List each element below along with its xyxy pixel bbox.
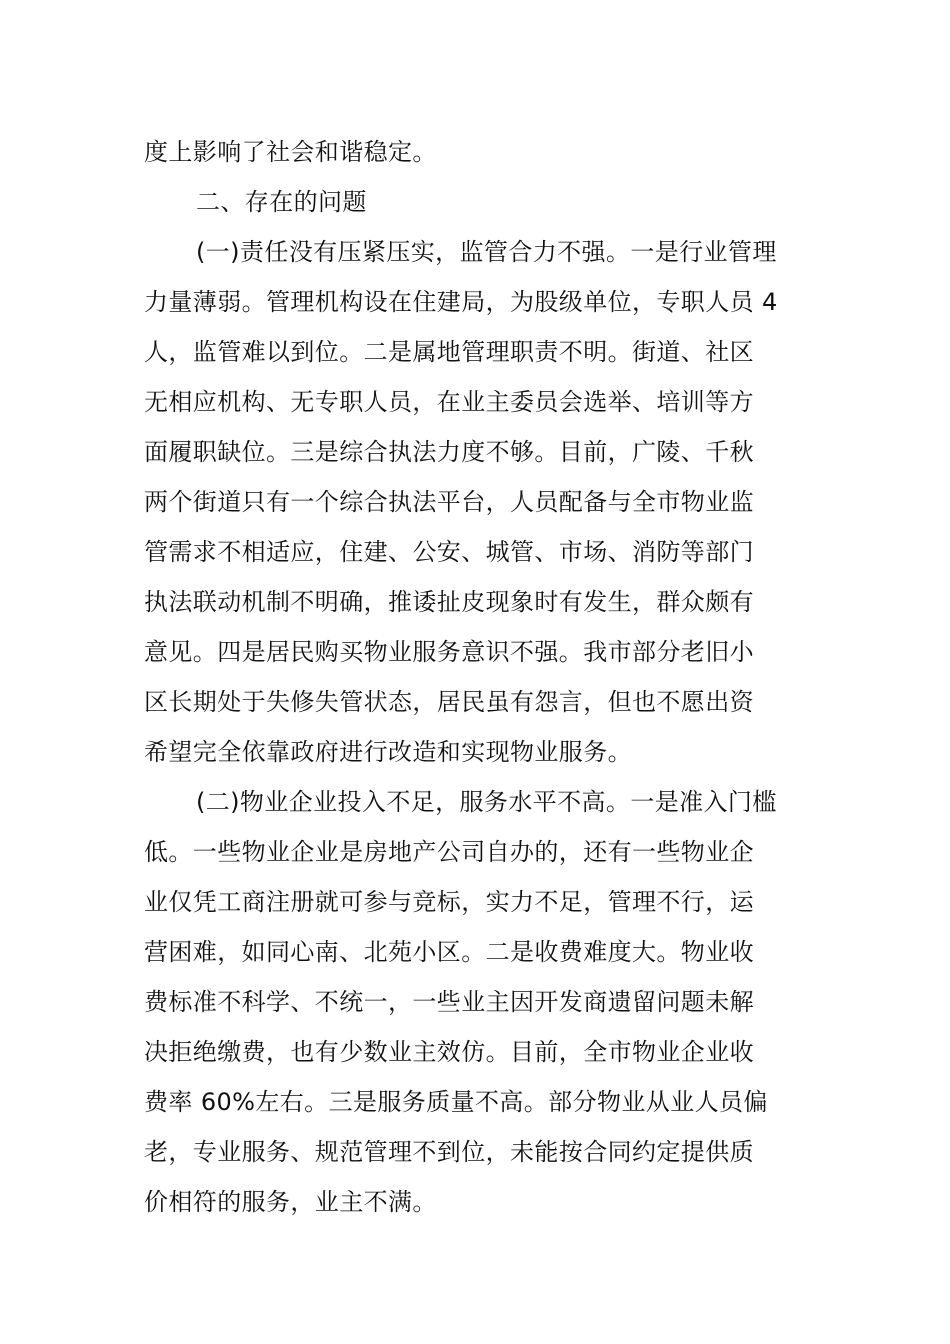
text-line-5: 人，监管难以到位。二是属地管理职责不明。街道、社区 — [144, 338, 754, 366]
text-line-14: (二)物业企业投入不足，服务水平不高。一是准入门槛 — [196, 788, 777, 816]
section-heading: 二、存在的问题 — [196, 188, 367, 216]
text-line-17: 营困难，如同心南、北苑小区。二是收费难度大。物业收 — [144, 938, 754, 966]
text-line-16: 业仅凭工商注册就可参与竞标，实力不足，管理不行，运 — [144, 888, 754, 916]
text-line-22: 价相符的服务，业主不满。 — [144, 1188, 437, 1216]
text-line-13: 希望完全依靠政府进行改造和实现物业服务。 — [144, 738, 632, 766]
text-line-20: 费率 60%左右。三是服务质量不高。部分物业从业人员偏 — [144, 1088, 768, 1116]
text-line-9: 管需求不相适应，住建、公安、城管、市场、消防等部门 — [144, 538, 754, 566]
text-line-7: 面履职缺位。三是综合执法力度不够。目前，广陵、千秋 — [144, 438, 754, 466]
text-line-8: 两个街道只有一个综合执法平台，人员配备与全市物业监 — [144, 488, 754, 516]
text-line-15: 低。一些物业企业是房地产公司自办的，还有一些物业企 — [144, 838, 754, 866]
text-line-10: 执法联动机制不明确，推诿扯皮现象时有发生，群众颇有 — [144, 588, 754, 616]
text-line-3: (一)责任没有压紧压实，监管合力不强。一是行业管理 — [196, 238, 777, 266]
text-line-19: 决拒绝缴费，也有少数业主效仿。目前，全市物业企业收 — [144, 1038, 754, 1066]
text-line-6: 无相应机构、无专职人员，在业主委员会选举、培训等方 — [144, 388, 754, 416]
text-line-18: 费标准不科学、不统一，一些业主因开发商遗留问题未解 — [144, 988, 754, 1016]
text-line-12: 区长期处于失修失管状态，居民虽有怨言，但也不愿出资 — [144, 688, 754, 716]
text-line-11: 意见。四是居民购买物业服务意识不强。我市部分老旧小 — [144, 638, 754, 666]
text-line-4: 力量薄弱。管理机构设在住建局，为股级单位，专职人员 4 — [144, 288, 778, 316]
document-body — [144, 127, 810, 1227]
text-line-1: 度上影响了社会和谐稳定。 — [144, 138, 437, 166]
text-line-21: 老，专业服务、规范管理不到位，未能按合同约定提供质 — [144, 1138, 754, 1166]
